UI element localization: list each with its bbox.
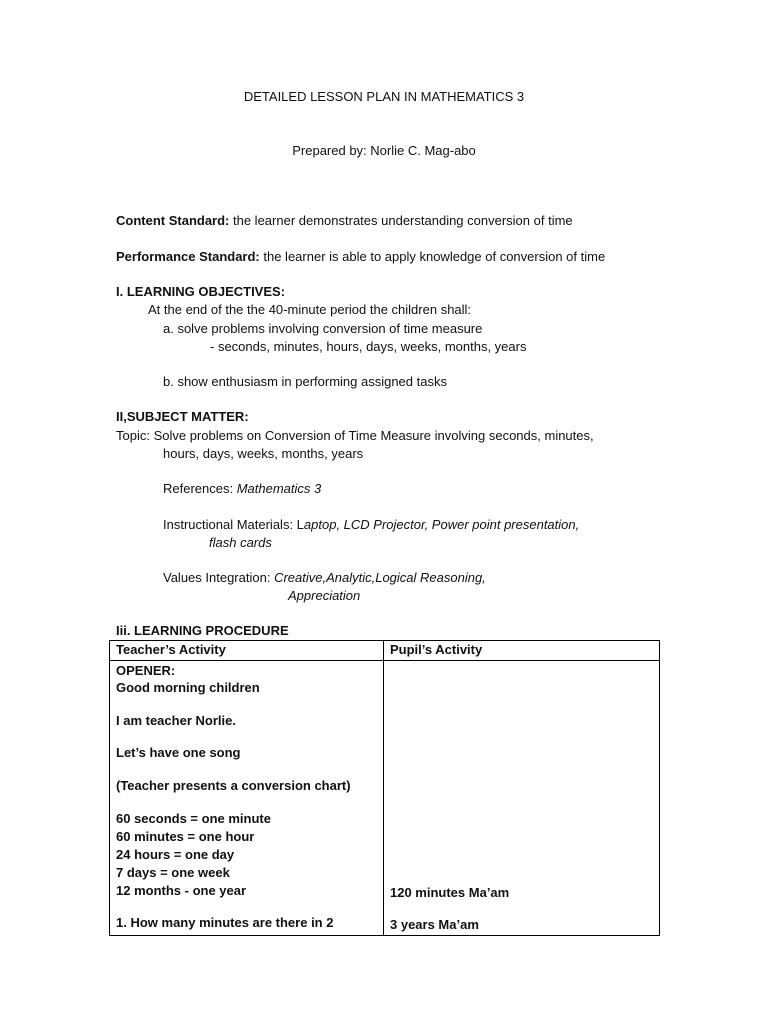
teacher-activity-cell xyxy=(110,661,384,936)
document-title: DETAILED LESSON PLAN IN MATHEMATICS 3 xyxy=(243,89,525,104)
topic-line-2: hours, days, weeks, months, years xyxy=(163,446,364,461)
teacher-line: 60 minutes = one hour xyxy=(116,829,255,844)
objective-b: b. show enthusiasm in performing assigned tasks xyxy=(163,374,447,389)
pupil-line: 3 years Ma’am xyxy=(390,917,479,932)
references-label: References: xyxy=(163,481,237,496)
materials-value-1: aptop, LCD Projector, Power point presentation, xyxy=(303,517,580,532)
instructional-materials xyxy=(163,516,579,534)
values-value-2: Appreciation xyxy=(288,588,361,603)
procedure-table xyxy=(109,640,660,936)
procedure-table-header xyxy=(110,641,660,661)
teacher-line: 12 months - one year xyxy=(116,883,247,898)
topic-line-1: Topic: Solve problems on Conversion of Time Measure involving seconds, minutes, xyxy=(116,428,594,443)
teacher-line: Let’s have one song xyxy=(116,745,241,760)
pupil-line: 120 minutes Ma’am xyxy=(390,885,510,900)
references-value: Mathematics 3 xyxy=(236,481,322,496)
subject-matter-heading: II,SUBJECT MATTER: xyxy=(116,409,249,424)
pupil-activity-header: Pupil’s Activity xyxy=(384,641,660,661)
content-standard-label: Content Standard: xyxy=(116,213,230,228)
performance-standard-label: Performance Standard: xyxy=(116,249,260,264)
content-standard xyxy=(116,212,573,230)
objectives-heading: I. LEARNING OBJECTIVES: xyxy=(116,284,286,299)
performance-standard-text: the learner is able to apply knowledge of conversion of time xyxy=(259,249,606,264)
objectives-intro: At the end of the the 40-minute period the children shall: xyxy=(148,302,472,317)
objective-a: a. solve problems involving conversion of time measure xyxy=(163,321,483,336)
values-label: Values Integration: xyxy=(163,570,275,585)
procedure-table-row xyxy=(110,661,660,936)
procedure-heading: Iii. LEARNING PROCEDURE xyxy=(116,623,289,638)
performance-standard xyxy=(116,248,605,266)
teacher-line: 7 days = one week xyxy=(116,865,230,880)
pupil-activity-cell xyxy=(384,661,660,936)
prepared-by: Prepared by: Norlie C. Mag-abo xyxy=(292,143,476,158)
teacher-line: 1. How many minutes are there in 2 xyxy=(116,915,334,930)
teacher-line: OPENER: xyxy=(116,663,176,678)
values-value-1: Creative,Analytic,Logical Reasoning, xyxy=(274,570,486,585)
teacher-line: Good morning children xyxy=(116,680,260,695)
content-standard-text: the learner demonstrates understanding conversion of time xyxy=(229,213,573,228)
values-integration xyxy=(163,569,486,587)
objective-a-sub: - seconds, minutes, hours, days, weeks, months, years xyxy=(210,339,527,354)
references xyxy=(163,480,321,498)
teacher-line: 60 seconds = one minute xyxy=(116,811,271,826)
teacher-line: (Teacher presents a conversion chart) xyxy=(116,778,351,793)
teacher-activity-header: Teacher’s Activity xyxy=(110,641,384,661)
materials-value-2: flash cards xyxy=(209,535,272,550)
materials-label: Instructional Materials: L xyxy=(163,517,304,532)
teacher-line: 24 hours = one day xyxy=(116,847,235,862)
teacher-line: I am teacher Norlie. xyxy=(116,713,236,728)
